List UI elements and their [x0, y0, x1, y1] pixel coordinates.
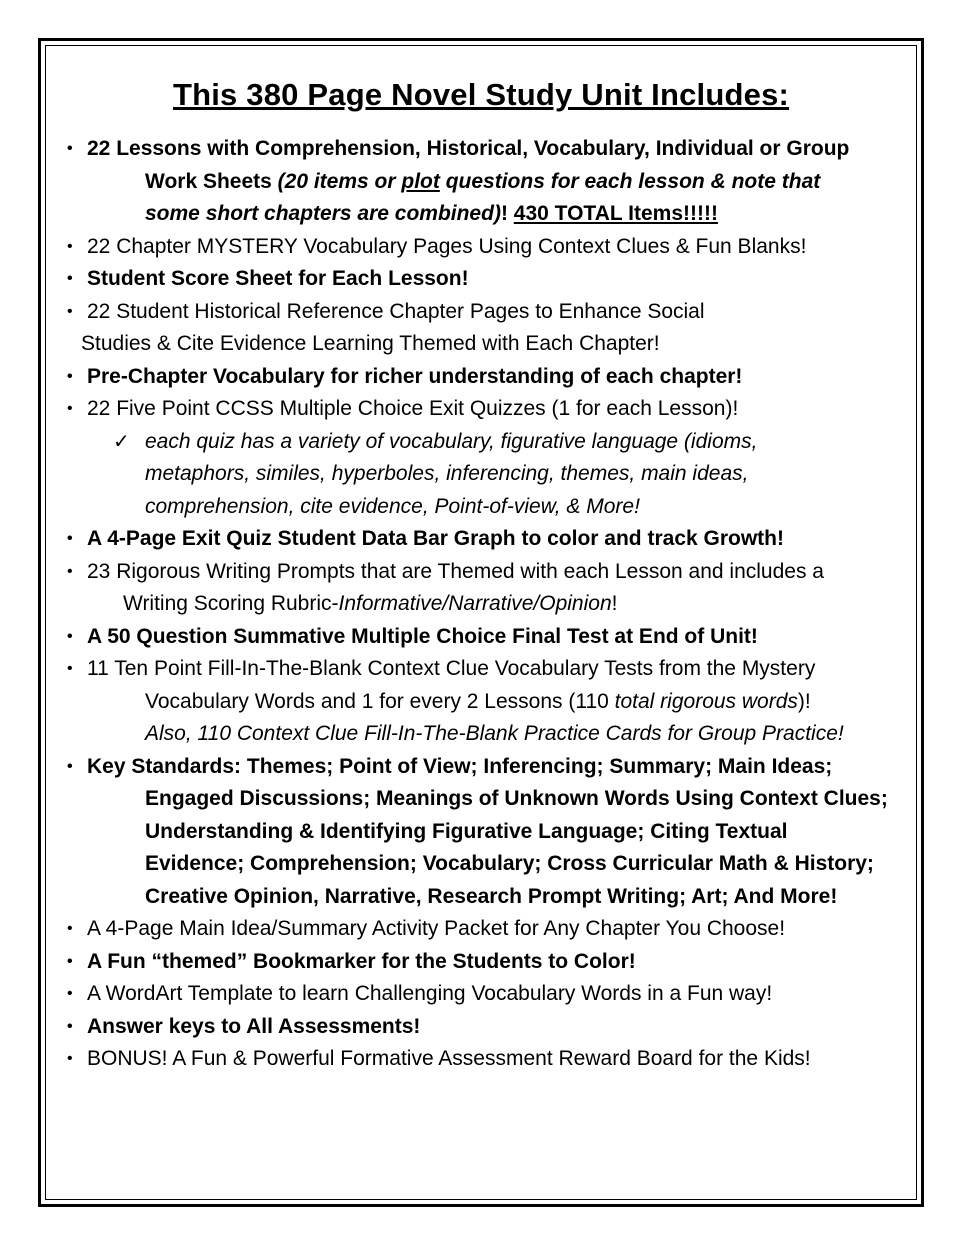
- bullet-icon: •: [67, 140, 73, 157]
- item-text-italic: questions for each lesson & note that: [439, 169, 821, 193]
- item-text-italic: Also, 110 Context Clue Fill-In-The-Blank Practice Cards for Group Practice!: [145, 722, 844, 745]
- bullet-icon: •: [67, 530, 73, 547]
- bullet-icon: •: [67, 367, 73, 385]
- page-title: This 380 Page Novel Study Unit Includes:: [172, 77, 790, 112]
- item-text: Writing Scoring Rubric-: [123, 592, 339, 615]
- item-text: BONUS! A Fun & Powerful Formative Assessment Reward Board for the Kids!: [87, 1047, 811, 1070]
- list-item: [61, 653, 911, 751]
- bullet-icon: •: [67, 237, 73, 255]
- item-text-italic: total rigorous words: [614, 689, 798, 713]
- item-text-italic: some short chapters are combined): [145, 202, 501, 225]
- bullet-icon: •: [67, 302, 73, 320]
- item-text-continued: [87, 588, 911, 621]
- list-item: [61, 231, 911, 264]
- item-text: 11 Ten Point Fill-In-The-Blank Context Clue Vocabulary Tests from the Mystery: [87, 657, 816, 680]
- item-text-continued: [87, 166, 911, 199]
- list-item: [61, 556, 911, 621]
- bullet-icon: •: [67, 400, 73, 417]
- list-item: [61, 978, 911, 1011]
- item-text: A 4-Page Main Idea/Summary Activity Packet for Any Chapter You Choose!: [87, 917, 786, 940]
- item-text: Key Standards: Themes; Point of View; Inferencing; Summary; Main Ideas;: [87, 754, 833, 778]
- list-item: [61, 1011, 911, 1044]
- item-text: 22 Lessons with Comprehension, Historical, Vocabulary, Individual or Group: [87, 137, 850, 160]
- bullet-icon: •: [67, 985, 73, 1002]
- item-text: Work Sheets: [145, 169, 278, 193]
- page-border: [38, 38, 924, 1207]
- item-text: A 4-Page Exit Quiz Student Data Bar Graph to color and track Growth!: [87, 527, 784, 550]
- item-text: A Fun “themed” Bookmarker for the Students to Color!: [87, 949, 636, 973]
- item-text-continued: Creative Opinion, Narrative, Research Prompt Writing; Art; And More!: [145, 884, 838, 908]
- sub-item-text: metaphors, similes, hyperboles, inferencing, themes, main ideas,: [145, 462, 749, 485]
- item-text: Student Score Sheet for Each Lesson!: [87, 267, 469, 290]
- item-text: !: [500, 202, 514, 225]
- item-text-continued: Engaged Discussions; Meanings of Unknown Words Using Context Clues;: [145, 787, 888, 810]
- item-text: Answer keys to All Assessments!: [87, 1014, 421, 1038]
- item-text: Vocabulary Words and 1 for every 2 Lessons (110: [145, 689, 615, 713]
- item-text-underlined: 430 TOTAL Items!!!!!: [513, 202, 718, 225]
- list-item: [61, 621, 911, 654]
- item-text-continued: [87, 686, 911, 719]
- item-text: )!: [797, 689, 811, 713]
- bullet-icon: •: [67, 1050, 73, 1067]
- list-item: [61, 263, 911, 296]
- bullet-icon: •: [67, 952, 73, 970]
- bullet-icon: •: [67, 1017, 73, 1035]
- list-item: [61, 751, 911, 914]
- item-text-continued: Understanding & Identifying Figurative Language; Citing Textual: [145, 819, 788, 843]
- item-text-italic: (20 items or: [277, 169, 402, 193]
- item-text: 22 Chapter MYSTERY Vocabulary Pages Using Context Clues & Fun Blanks!: [87, 234, 807, 258]
- item-text: A WordArt Template to learn Challenging Vocabulary Words in a Fun way!: [87, 982, 773, 1005]
- sub-item-text: comprehension, cite evidence, Point-of-view, & More!: [145, 494, 640, 518]
- list-item: [61, 133, 911, 231]
- bullet-icon: •: [67, 920, 73, 937]
- list-item: [61, 946, 911, 979]
- bullet-icon: •: [67, 757, 73, 775]
- list-item: [61, 361, 911, 394]
- list-item: [61, 393, 911, 426]
- bullet-icon: •: [67, 627, 73, 645]
- bullet-icon: •: [67, 660, 73, 677]
- item-text-continued: Evidence; Comprehension; Vocabulary; Cross Curricular Math & History;: [145, 852, 874, 875]
- list-item: [61, 523, 911, 556]
- list-item: [61, 1043, 911, 1076]
- item-text-underlined: plot: [401, 169, 440, 193]
- item-text-italic: Informative/Narrative/Opinion: [338, 592, 612, 615]
- item-text: !: [611, 592, 618, 615]
- sub-list-item: [61, 426, 911, 524]
- sub-item-text: each quiz has a variety of vocabulary, figurative language (idioms,: [145, 429, 758, 453]
- item-text-continued: Studies & Cite Evidence Learning Themed with Each Chapter!: [81, 332, 660, 355]
- bullet-icon: •: [67, 562, 73, 580]
- item-text: 22 Student Historical Reference Chapter Pages to Enhance Social: [87, 299, 705, 323]
- bullet-icon: •: [67, 270, 73, 287]
- item-text-continued: [87, 198, 911, 231]
- item-text: A 50 Question Summative Multiple Choice Final Test at End of Unit!: [87, 624, 758, 648]
- list-item: [61, 913, 911, 946]
- item-text: 23 Rigorous Writing Prompts that are Themed with each Lesson and includes a: [87, 559, 824, 583]
- item-text: Pre-Chapter Vocabulary for richer understanding of each chapter!: [87, 364, 743, 388]
- checkmark-icon: ✓: [113, 430, 130, 453]
- item-text: 22 Five Point CCSS Multiple Choice Exit Quizzes (1 for each Lesson)!: [87, 397, 739, 420]
- includes-list: [61, 133, 911, 1076]
- list-item: [61, 296, 911, 361]
